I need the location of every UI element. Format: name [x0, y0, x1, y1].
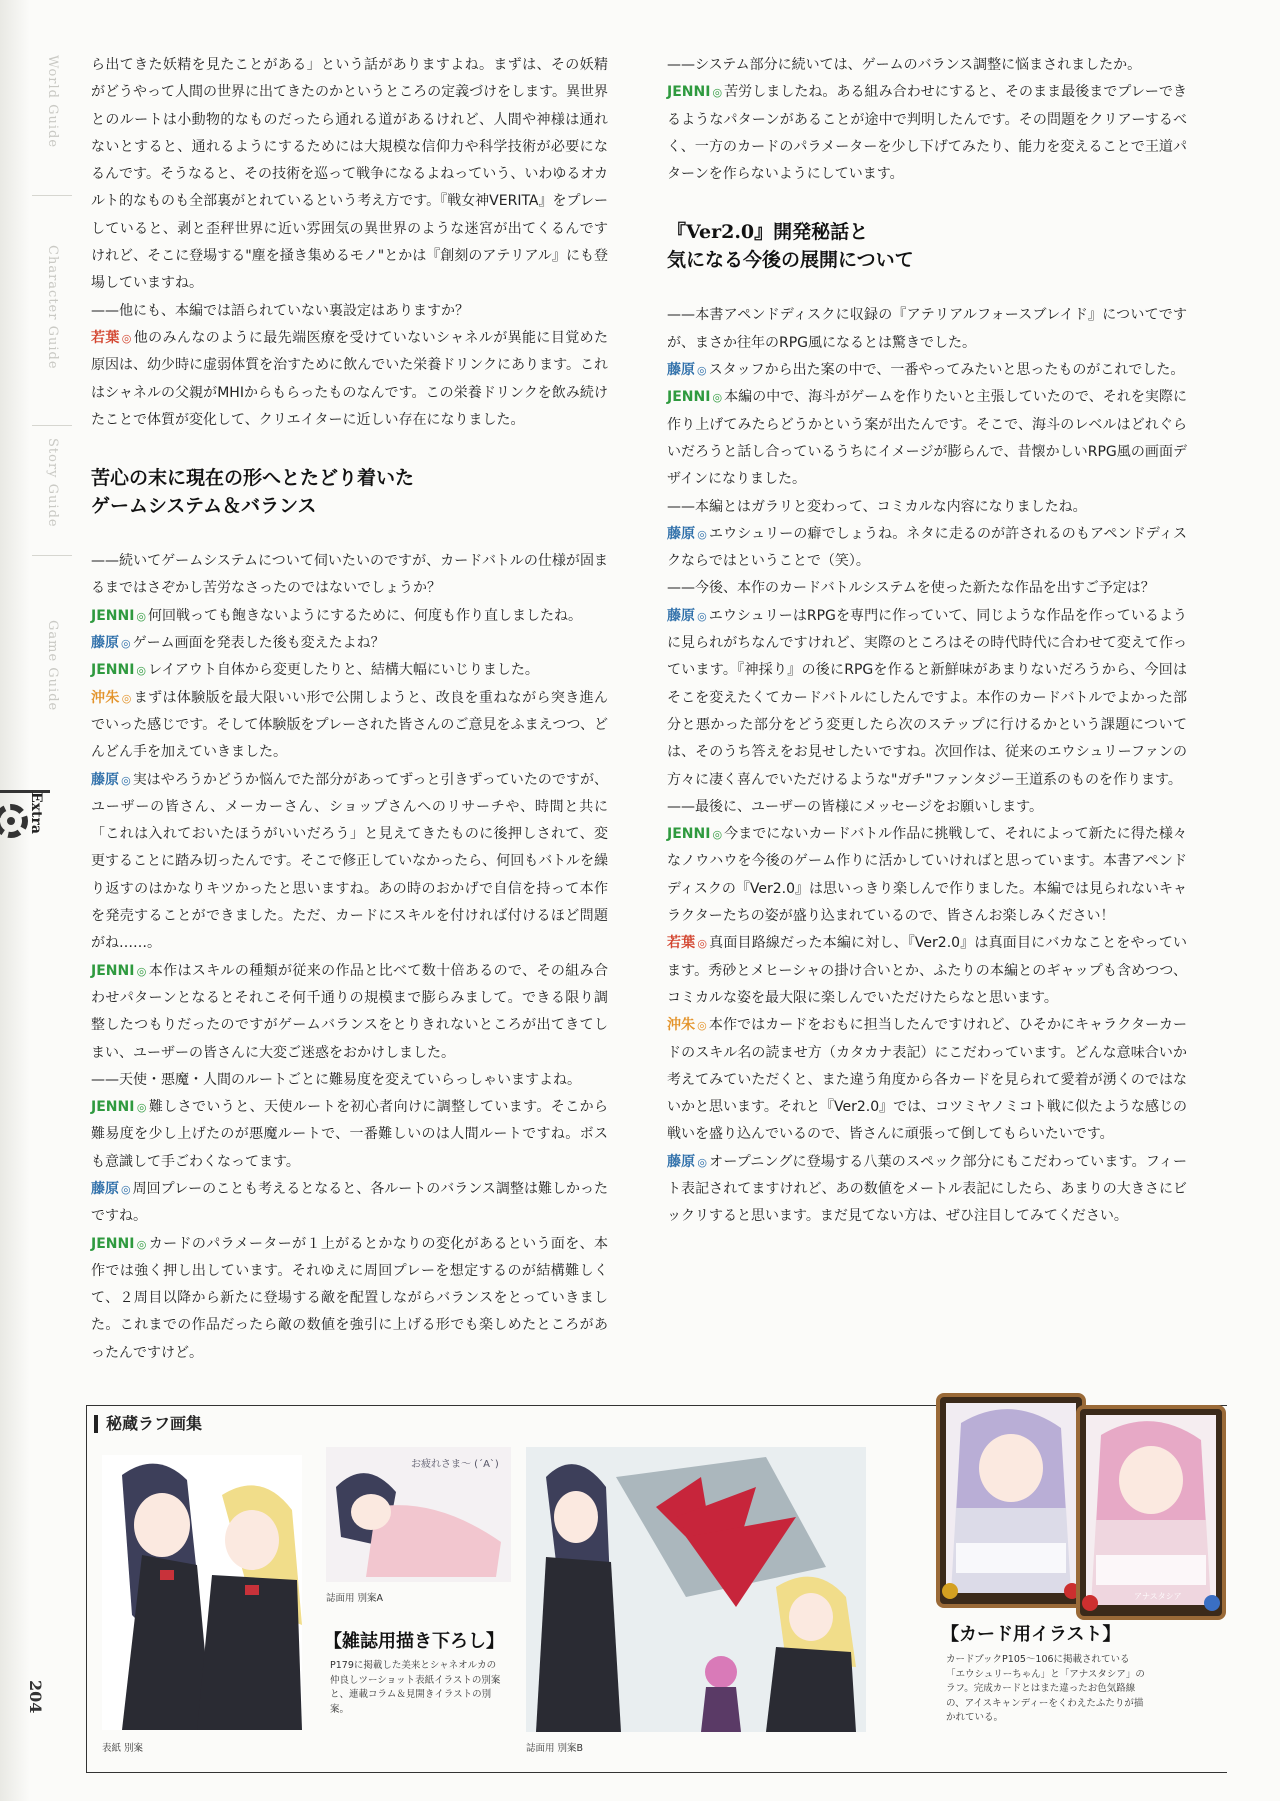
side-rule [32, 195, 72, 196]
interviewer-question [91, 548, 608, 603]
side-tab-character-guide: Character Guide [45, 245, 60, 370]
paragraph-text: ——天使・悪魔・人間のルートごとに難易度を変えていらっしゃいますよね。 [91, 1071, 581, 1088]
paragraph-text: 周回プレーのことも考えるとなると、各ルートのバランス調整は難しかったですね。 [91, 1180, 608, 1225]
speaker-mark-icon: ◎ [136, 1101, 147, 1115]
speaker-remark [91, 685, 608, 767]
paragraph-text: 実はやろうかどうか悩んでた部分があってずっと引きずっていたのですが、ユーザーの皆さん、メーカーさん、ショップさんへのリサーチや、時間と共に「これは入れておいたほうがいいだろう」と見えてきたものに後押しされて、変更することに踏み切ったんです。そこで修正していなかったら、何回もバトルを繰り返すのはかなりキツかったと思いますね。あの時のおかげで自信を持って本作を発売することができました。ただ、カードにスキルを付ければ付けるほど問題がね……。 [91, 771, 608, 952]
cover-caption: 表紙 別案 [102, 1743, 144, 1754]
section-heading-line: 苦心の末に現在の形へとたどり着いた [91, 467, 415, 490]
mag-a-art-text: お疲れさま〜 (´A`) [411, 1459, 499, 1470]
paragraph-text: ——最後に、ユーザーの皆様にメッセージをお願いします。 [667, 798, 1044, 815]
gear-icon [0, 804, 28, 838]
paragraph-text: 他のみんなのように最先端医療を受けていないシャネルが異能に目覚めた原因は、幼少時に虚弱体質を治すために飲んでいた栄養ドリンクにあります。これはシャネルの父親がMHIからもらったものなんです。この栄養ドリンクを飲み続けたことで体質が変化して、クリエイターに近しい存在になりました。 [91, 329, 608, 428]
paragraph [91, 52, 608, 298]
interviewer-question [667, 302, 1187, 357]
paragraph-text: エウシュリーはRPGを専門に作っていて、同じような作品を作っているように見られがちなんですけれど、実際のところはその時代時代に合わせて変えて作っています。『神採り』の後にRPGを作ると新鮮味があまりないだろうから、今回はそこを変えたくてカードバトルにしたんですよ。本作のカードバトルでよかった部分と悪かった部分をどう変更したら次のステップに行けるかという課題については、そのうち答えをお見せしたいですね。次回作は、従来のエウシュリーファンの方々に凄く喜んでいただけるような"ガチ"ファンタジー王道系のものを作ります。 [667, 607, 1187, 788]
paragraph-text: 真面目路線だった本編に対し、『Ver2.0』は真面目にバカなことをやっています。秀砂とメヒーシャの掛け合いとか、ふたりの本編とのギャップも含めつつ、コミカルな姿を最大限に楽しんでいただけたらなと思います。 [667, 935, 1188, 1006]
speaker-name: JENNI [667, 826, 711, 843]
speaker-name: 若葉 [91, 329, 120, 346]
paragraph-text: レイアウト自体から変更したりと、結構大幅にいじりました。 [148, 662, 539, 679]
paragraph-text: ——他にも、本編では語られていない裏設定はありますか？ [91, 302, 469, 319]
speaker-remark [667, 821, 1187, 930]
speaker-name: JENNI [91, 1099, 135, 1116]
interviewer-question [667, 494, 1187, 521]
speaker-mark-icon: ◎ [121, 773, 131, 787]
speaker-mark-icon: ◎ [121, 691, 132, 705]
speaker-remark [667, 357, 1187, 384]
speaker-remark [91, 325, 608, 434]
speaker-remark [667, 1149, 1187, 1231]
speaker-remark [91, 603, 608, 630]
paragraph-text: エウシュリーの癖でしょうね。ネタに走るのが許されるのもアペンドディスクならではということで（笑）。 [667, 525, 1188, 570]
speaker-remark [91, 1176, 608, 1231]
magazine-section-title: 【雑誌用描き下ろし】 [324, 1631, 504, 1652]
page-number: 204 [26, 1680, 45, 1714]
paragraph-text: 本作ではカードをおもに担当したんですけれど、ひそかにキャラクターカードのスキル名の読ませ方（カタカナ表記）にこだわっています。どんな意味合いか考えてみていただくと、また違う角度から各カードを見られて愛着が湧くのではないかと思います。それと『Ver2.0』では、コツミヤノミコト戦に似たような感じの戦いを盛り込んでいるので、皆さんに頑張って倒してもらいたいです。 [667, 1017, 1187, 1143]
speaker-remark [667, 603, 1187, 794]
speaker-name: JENNI [667, 84, 711, 101]
paragraph-text: ——続いてゲームシステムについて伺いたいのですが、カードバトルの仕様が固まるまではさぞかし苦労なさったのではないでしょうか？ [91, 553, 608, 597]
magazine-rough-a-illustration [326, 1447, 511, 1582]
speaker-mark-icon: ◎ [136, 664, 147, 678]
speaker-name: 沖朱 [667, 1017, 696, 1034]
speaker-remark [667, 930, 1187, 1012]
speaker-mark-icon: ◎ [697, 1155, 708, 1169]
speaker-mark-icon: ◎ [712, 391, 723, 405]
speaker-name: 藤原 [91, 1180, 120, 1197]
speaker-remark [667, 79, 1187, 188]
speaker-mark-icon: ◎ [712, 828, 723, 842]
card-rough-eushully-chan [936, 1393, 1086, 1608]
paragraph-text: 今までにないカードバトル作品に挑戦して、それによって新たに得た様々なノウハウを今後のゲーム作りに活かしていければと思っています。本書アペンドディスクの『Ver2.0』は思いっきり楽しんで作りました。本編では見られないキャラクターたちの姿が盛り込まれているので、皆さんお楽しみください！ [667, 826, 1188, 925]
magazine-b-caption: 誌面用 別案B [526, 1743, 584, 1754]
paragraph-text: ら出てきた妖精を見たことがある」という話がありますよね。まずは、その妖精がどうやって人間の世界に出てきたのかというところの定義づけをします。異世界とのルートは小動物的なものだったら通れる道があるけれど、人間や神様は通れないとすると、通れるようにするためには大規模な信仰力や科学技術が必要になるんです。そうなると、その技術を巡って戦争になるよねっていう、いわゆるオカルト的なものも全部裏がとれているという考え方です。『戦女神VERITA』をプレーしていると、剥と歪秤世界に近い雰囲気の異世界のような迷宮が出てくるんですけれど、そこに登場する"塵を掻き集めるモノ"とかは『創刻のアテリアル』にも登場していますね。 [91, 57, 608, 292]
speaker-mark-icon: ◎ [121, 1182, 131, 1196]
side-rule [32, 555, 72, 556]
speaker-name: 藤原 [667, 362, 695, 379]
paragraph-text: カードのパラメーターが１上がるとかなりの変化があるという面を、本作では強く押し出しています。それゆえに周回プレーを想定するのが結構難しくて、２周目以降から新たに登場する敵を配置しながらバランスをとっていきました。これまでの作品だったら敵の数値を強引に上げる形でも楽しめたところがあったんですけど。 [91, 1235, 608, 1361]
speaker-mark-icon: ◎ [121, 637, 131, 651]
magazine-section-description: P179に掲載した美来とシャネオルカの仲良しツーショット表紙イラストの別案と、連載コラム＆見開きイラストの別案。 [330, 1660, 501, 1715]
side-tab-extra-label: Extra [28, 792, 44, 834]
cover-rough-illustration [102, 1455, 302, 1730]
speaker-mark-icon: ◎ [697, 364, 707, 378]
interviewer-question [91, 1067, 608, 1094]
speaker-name: JENNI [91, 662, 135, 679]
speaker-remark [91, 1094, 608, 1176]
interviewer-question [667, 575, 1187, 602]
interviewer-question [91, 298, 608, 325]
section-heading [91, 464, 608, 520]
section-heading-line: ゲームシステム＆バランス [91, 495, 317, 518]
paragraph-text: スタッフから出た案の中で、一番やってみたいと思ったものがこれでした。 [708, 362, 1185, 379]
paragraph-text: ——システム部分に続いては、ゲームのバランス調整に悩まされましたか。 [667, 57, 1142, 73]
speaker-remark [91, 630, 608, 657]
speaker-mark-icon: ◎ [697, 609, 707, 623]
speaker-name: 藤原 [667, 525, 696, 542]
speaker-mark-icon: ◎ [121, 331, 132, 345]
paragraph-text: 本編の中で、海斗がゲームを作りたいと主張していたので、それを実際に作り上げてみたらどうかという案が出たんです。そこで、海斗のレベルはどれぐらいだろうと話し合っているうちにイメージが膨らんで、昔懐かしいRPG風の画面デザインになりました。 [667, 389, 1187, 488]
speaker-remark [91, 958, 608, 1067]
paragraph-text: まずは体験版を最大限いい形で公開しようと、改良を重ねながら突き進んでいった感じです。そして体験版をプレーされた皆さんのご意見をふまえつつ、どんどん手を加えていきました。 [91, 689, 608, 761]
side-rule [32, 425, 72, 426]
paragraph-text: 苦労しましたね。ある組み合わせにすると、そのまま最後までプレーできるようなパターンがあることが途中で判明したんです。その問題をクリアーするべく、一方のカードのパラメーターを少し下げてみたり、能力を変えることで王道パターンを作らないようにしています。 [667, 84, 1187, 183]
magazine-a-caption: 誌面用 別案A [326, 1593, 384, 1604]
side-tab-story-guide: Story Guide [45, 438, 60, 528]
card-label: アナスタシア [1134, 1592, 1182, 1601]
speaker-remark [667, 1012, 1187, 1148]
interview-column-right [667, 52, 1187, 1231]
section-heading [667, 218, 1187, 274]
speaker-mark-icon: ◎ [136, 1237, 147, 1251]
speaker-name: 藤原 [667, 1153, 696, 1170]
paragraph-text: ——今後、本作のカードバトルシステムを使った新たな作品を出すご予定は？ [667, 580, 1155, 597]
speaker-remark [91, 767, 608, 958]
speaker-mark-icon: ◎ [712, 86, 723, 100]
speaker-mark-icon: ◎ [697, 527, 707, 541]
speaker-name: JENNI [91, 1235, 135, 1252]
speaker-name: JENNI [91, 962, 135, 979]
speaker-remark [91, 657, 608, 684]
card-section-description: カードブックP105〜106に掲載されている「エウシュリーちゃん」と「アナスタシア」のラフ。完成カードとはまた違ったお色気路線の、アイスキャンディーをくわえたふたりが描かれている。 [946, 1654, 1145, 1723]
speaker-mark-icon: ◎ [136, 609, 147, 623]
speaker-remark [91, 1231, 608, 1367]
paragraph-text: ——本編とはガラリと変わって、コミカルな内容になりましたね。 [667, 498, 1087, 515]
section-heading-line: 『Ver2.0』開発秘話と [667, 221, 869, 244]
paragraph-text: 難しさでいうと、天使ルートを初心者向けに調整しています。そこから難易度を少し上げたのが悪魔ルートで、一番難しいのは人間ルートですね。ボスも意識して手ごわくなってます。 [91, 1099, 608, 1170]
speaker-name: 藤原 [667, 607, 696, 624]
section-heading-line: 気になる今後の展開について [667, 249, 914, 272]
interviewer-question [667, 52, 1187, 79]
paragraph-text: オープニングに登場する八葉のスペック部分にもこだわっています。フィート表記されてますけれど、あの数値をメートル表記にしたら、あまりの大きさにビックリすると思います。まだ見てない方は、ぜひ注目してみてください。 [667, 1153, 1187, 1225]
speaker-mark-icon: ◎ [697, 1019, 707, 1033]
speaker-remark [667, 521, 1187, 576]
card-section-title: 【カード用イラスト】 [941, 1624, 1121, 1645]
magazine-rough-b-illustration [526, 1447, 866, 1732]
speaker-mark-icon: ◎ [697, 937, 708, 951]
speaker-remark [667, 384, 1187, 493]
paragraph-text: ——本書アペンドディスクに収録の『アテリアルフォースブレイド』についてですが、まさか往年のRPG風になるとは驚きでした。 [667, 307, 1187, 351]
speaker-name: JENNI [667, 389, 711, 406]
paragraph-text: 何回戦っても飽きないようにするために、何度も作り直しましたね。 [148, 607, 583, 624]
side-tab-extra [0, 790, 50, 890]
speaker-mark-icon: ◎ [136, 964, 147, 978]
speaker-name: JENNI [91, 607, 135, 624]
side-tab-game-guide: Game Guide [45, 620, 60, 712]
paragraph-text: ゲーム画面を発表した後も変えたよね？ [132, 635, 385, 652]
rough-art-gallery [86, 1405, 1276, 1785]
speaker-name: 若葉 [667, 935, 696, 952]
paragraph-text: 本作はスキルの種類が従来の作品と比べて数十倍あるので、その組み合わせパターンとなるとそれこそ何千通りの規模まで膨らみまして。できる限り調整したつもりだったのですがゲームバランスをとりきれないところが出てきてしまい、ユーザーの皆さんに大変ご迷惑をおかけしました。 [91, 962, 608, 1061]
interviewer-question [667, 794, 1187, 821]
speaker-name: 沖朱 [91, 689, 120, 706]
card-rough-anastasia [1076, 1405, 1226, 1620]
speaker-name: 藤原 [91, 635, 119, 652]
side-tab-world-guide: World Guide [45, 55, 60, 149]
gallery-title: 秘蔵ラフ画集 [94, 1415, 202, 1433]
interview-column-left [91, 52, 608, 1367]
speaker-name: 藤原 [91, 771, 120, 788]
